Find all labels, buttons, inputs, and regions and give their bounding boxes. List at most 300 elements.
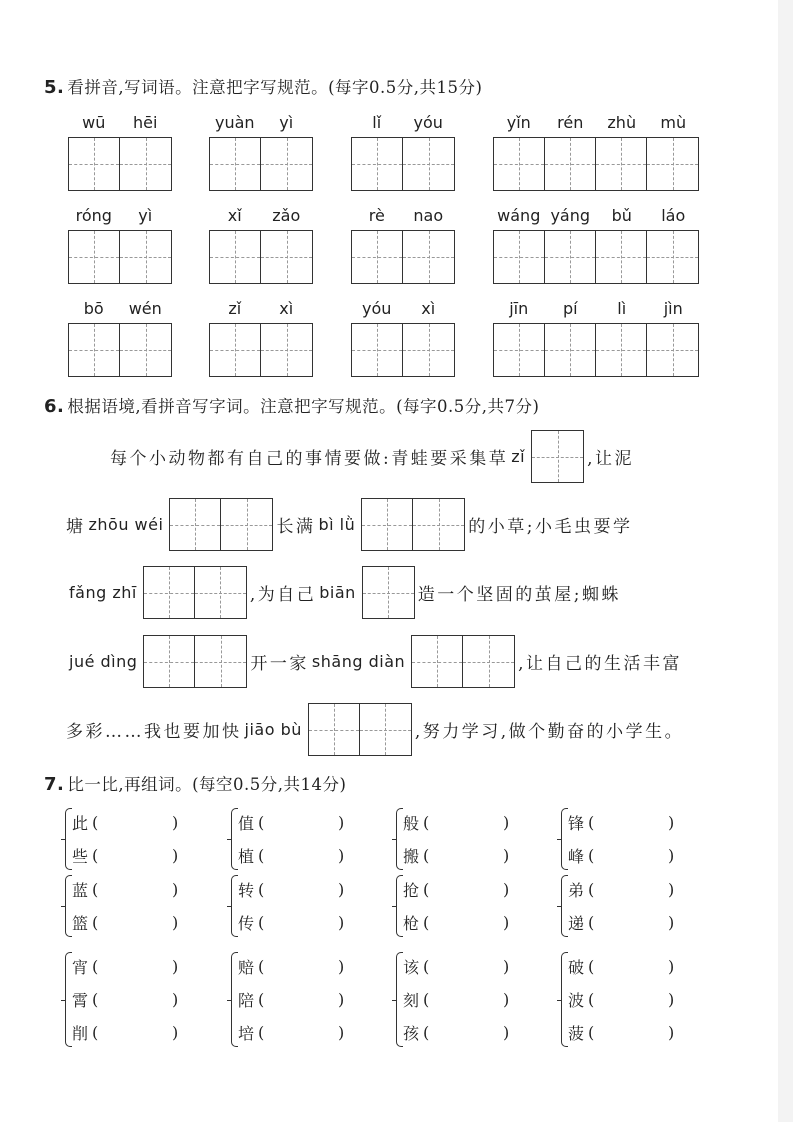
paren-close: ) — [668, 813, 675, 832]
compare-group — [568, 873, 674, 939]
compare-row — [238, 906, 344, 939]
compare-char: 削 — [72, 1024, 89, 1043]
passage-line — [66, 703, 684, 756]
pinyin-syllable: wū — [82, 113, 106, 132]
compare-group — [238, 950, 344, 1049]
brace — [65, 875, 72, 937]
writing-cell[interactable] — [413, 499, 464, 550]
brace — [396, 875, 403, 937]
pinyin-row — [493, 299, 699, 323]
writing-cell[interactable] — [403, 138, 454, 190]
pinyin-row — [68, 113, 172, 137]
pinyin-syllable: lǐ — [372, 113, 382, 132]
writing-cell[interactable] — [596, 138, 647, 190]
paren-close: ) — [503, 880, 510, 899]
answer-grid — [143, 566, 247, 619]
writing-cell[interactable] — [545, 231, 596, 283]
brace — [396, 952, 403, 1047]
pinyin-syllable: wén — [128, 299, 162, 318]
paren-close: ) — [172, 913, 179, 932]
writing-cell[interactable] — [120, 138, 171, 190]
writing-cell[interactable] — [596, 324, 647, 376]
brace-tip — [227, 839, 232, 840]
compare-row — [238, 983, 344, 1016]
compare-row — [72, 950, 178, 983]
compare-char: 陪 — [238, 991, 255, 1010]
passage-line — [110, 430, 634, 483]
paren-close: ) — [172, 813, 179, 832]
answer-grid — [493, 323, 699, 377]
brace — [561, 808, 568, 870]
answer-blank[interactable]: ( — [588, 846, 595, 865]
pinyin-syllable: zǐ — [228, 299, 242, 318]
passage-text: 的小草;小毛虫要学 — [468, 517, 633, 537]
answer-blank[interactable]: ( — [423, 880, 430, 899]
compare-char: 菠 — [568, 1024, 585, 1043]
compare-group — [403, 873, 509, 939]
answer-blank[interactable]: ( — [423, 990, 430, 1009]
pinyin-prompt: biān — [319, 583, 356, 602]
pinyin-row — [209, 113, 313, 137]
paren-close: ) — [503, 913, 510, 932]
brace — [561, 875, 568, 937]
compare-group — [72, 873, 178, 939]
answer-blank[interactable]: ( — [258, 913, 265, 932]
pinyin-syllable: yáng — [550, 206, 591, 225]
pinyin-prompt: zǐ — [511, 447, 526, 466]
pinyin-syllable: róng — [75, 206, 112, 225]
pinyin-syllable: xì — [279, 299, 294, 318]
pinyin-syllable: yóu — [362, 299, 392, 318]
pinyin-row — [351, 206, 455, 230]
word-group — [68, 206, 172, 284]
word-group — [68, 299, 172, 377]
paren-close: ) — [338, 1023, 345, 1042]
paren-close: ) — [668, 913, 675, 932]
writing-cell[interactable] — [647, 324, 698, 376]
compare-group — [72, 950, 178, 1049]
compare-char: 转 — [238, 881, 255, 900]
compare-char: 枪 — [403, 914, 420, 933]
answer-blank[interactable]: ( — [588, 957, 595, 976]
compare-group — [403, 950, 509, 1049]
answer-blank[interactable]: ( — [92, 846, 99, 865]
pinyin-row — [209, 299, 313, 323]
pinyin-prompt: jiāo bù — [244, 720, 302, 739]
pinyin-syllable: láo — [661, 206, 686, 225]
writing-cell[interactable] — [403, 231, 454, 283]
word-group — [493, 299, 699, 377]
answer-grid — [493, 137, 699, 191]
writing-cell[interactable] — [69, 138, 120, 190]
answer-grid — [361, 498, 465, 551]
writing-cell[interactable] — [412, 636, 463, 687]
word-group — [68, 113, 172, 191]
pinyin-syllable: jīn — [509, 299, 529, 318]
q5-title: 看拼音,写词语。注意把字写规范。(每字0.5分,共15分) — [67, 78, 483, 97]
passage-text: ,让泥 — [587, 449, 634, 469]
paren-close: ) — [172, 1023, 179, 1042]
answer-blank[interactable]: ( — [588, 813, 595, 832]
compare-row — [568, 950, 674, 983]
paren-close: ) — [503, 957, 510, 976]
pinyin-syllable: yì — [138, 206, 153, 225]
pinyin-row — [68, 299, 172, 323]
writing-cell[interactable] — [360, 704, 411, 755]
answer-blank[interactable]: ( — [588, 913, 595, 932]
writing-cell[interactable] — [261, 231, 312, 283]
q5-title-line — [44, 74, 482, 98]
answer-grid — [351, 323, 455, 377]
paren-close: ) — [172, 880, 179, 899]
compare-row — [568, 1016, 674, 1049]
pinyin-syllable: yóu — [413, 113, 443, 132]
answer-blank[interactable]: ( — [92, 913, 99, 932]
word-group — [351, 113, 455, 191]
word-group — [351, 299, 455, 377]
pinyin-prompt: bì lǜ — [318, 515, 356, 534]
q7-title: 比一比,再组词。(每空0.5分,共14分) — [67, 775, 347, 794]
answer-blank[interactable]: ( — [92, 957, 99, 976]
answer-blank[interactable]: ( — [423, 846, 430, 865]
writing-cell[interactable] — [69, 324, 120, 376]
compare-char: 刻 — [403, 991, 420, 1010]
writing-cell[interactable] — [210, 138, 261, 190]
compare-group — [568, 806, 674, 872]
passage-text: 多彩……我也要加快 — [66, 722, 242, 742]
brace — [231, 952, 238, 1047]
writing-cell[interactable] — [363, 567, 414, 618]
writing-cell[interactable] — [647, 138, 698, 190]
brace — [65, 952, 72, 1047]
answer-grid — [209, 230, 313, 284]
pinyin-row — [68, 206, 172, 230]
writing-cell[interactable] — [352, 138, 403, 190]
pinyin-syllable: yì — [279, 113, 294, 132]
passage-text: ,努力学习,做个勤奋的小学生。 — [414, 722, 685, 742]
pinyin-row — [493, 206, 699, 230]
compare-row — [238, 806, 344, 839]
compare-char: 此 — [72, 814, 89, 833]
answer-grid — [209, 323, 313, 377]
paren-close: ) — [503, 813, 510, 832]
compare-row — [72, 983, 178, 1016]
compare-row — [72, 906, 178, 939]
pinyin-syllable: nao — [413, 206, 444, 225]
compare-row — [72, 806, 178, 839]
q6-title: 根据语境,看拼音写字词。注意把字写规范。(每字0.5分,共7分) — [67, 397, 540, 416]
compare-char: 破 — [568, 958, 585, 977]
brace — [231, 808, 238, 870]
brace — [65, 808, 72, 870]
pinyin-syllable: xì — [421, 299, 436, 318]
answer-grid — [493, 230, 699, 284]
compare-row — [403, 950, 509, 983]
compare-row — [403, 983, 509, 1016]
brace-tip — [227, 906, 232, 907]
q6-number: 6. — [44, 396, 65, 417]
answer-grid — [308, 703, 412, 756]
answer-blank[interactable]: ( — [92, 1023, 99, 1042]
word-group — [209, 299, 313, 377]
compare-group — [238, 873, 344, 939]
answer-grid — [362, 566, 415, 619]
compare-char: 般 — [403, 814, 420, 833]
paren-close: ) — [338, 846, 345, 865]
q5-number: 5. — [44, 77, 65, 98]
paren-close: ) — [668, 1023, 675, 1042]
pinyin-syllable: wáng — [497, 206, 541, 225]
answer-blank[interactable]: ( — [423, 813, 430, 832]
writing-cell[interactable] — [647, 231, 698, 283]
writing-cell[interactable] — [144, 636, 195, 687]
answer-blank[interactable]: ( — [423, 1023, 430, 1042]
compare-char: 霄 — [72, 991, 89, 1010]
writing-cell[interactable] — [170, 499, 221, 550]
writing-cell[interactable] — [144, 567, 195, 618]
compare-row — [72, 839, 178, 872]
writing-cell[interactable] — [210, 231, 261, 283]
compare-char: 赔 — [238, 958, 255, 977]
pinyin-row — [351, 299, 455, 323]
brace-tip — [61, 906, 66, 907]
paren-close: ) — [172, 990, 179, 1009]
writing-cell[interactable] — [352, 231, 403, 283]
q7-title-line — [44, 771, 346, 795]
pinyin-syllable: rén — [557, 113, 584, 132]
brace-tip — [61, 1000, 66, 1001]
writing-cell[interactable] — [195, 636, 246, 687]
passage-text: 开一家 — [250, 654, 309, 674]
brace-tip — [61, 839, 66, 840]
word-group — [209, 113, 313, 191]
compare-row — [238, 873, 344, 906]
writing-cell[interactable] — [352, 324, 403, 376]
compare-row — [238, 950, 344, 983]
q6-title-line — [44, 393, 539, 417]
brace-tip — [227, 1000, 232, 1001]
brace-tip — [392, 839, 397, 840]
passage-text: 长满 — [276, 517, 316, 537]
passage-text: 造一个坚固的茧屋;蜘蛛 — [417, 585, 621, 605]
paren-close: ) — [172, 957, 179, 976]
writing-cell[interactable] — [545, 138, 596, 190]
pinyin-syllable: zhù — [607, 113, 637, 132]
brace-tip — [557, 1000, 562, 1001]
answer-grid — [169, 498, 273, 551]
writing-cell[interactable] — [309, 704, 360, 755]
writing-cell[interactable] — [494, 324, 545, 376]
compare-char: 波 — [568, 991, 585, 1010]
paren-close: ) — [503, 846, 510, 865]
answer-grid — [143, 635, 247, 688]
word-group — [209, 206, 313, 284]
answer-blank[interactable]: ( — [588, 1023, 595, 1042]
answer-grid — [351, 230, 455, 284]
pinyin-syllable: yǐn — [506, 113, 531, 132]
paren-close: ) — [338, 990, 345, 1009]
writing-cell[interactable] — [596, 231, 647, 283]
compare-char: 传 — [238, 914, 255, 933]
word-group — [493, 206, 699, 284]
paren-close: ) — [338, 880, 345, 899]
pinyin-syllable: mù — [660, 113, 687, 132]
writing-cell[interactable] — [261, 138, 312, 190]
answer-grid — [411, 635, 515, 688]
paren-close: ) — [668, 880, 675, 899]
paren-close: ) — [338, 813, 345, 832]
compare-row — [403, 906, 509, 939]
compare-char: 峰 — [568, 847, 585, 866]
compare-char: 锋 — [568, 814, 585, 833]
word-group — [351, 206, 455, 284]
answer-blank[interactable]: ( — [258, 990, 265, 1009]
passage-text: ,为自己 — [249, 585, 317, 605]
writing-cell[interactable] — [195, 567, 246, 618]
compare-row — [238, 839, 344, 872]
paren-close: ) — [668, 957, 675, 976]
compare-row — [403, 806, 509, 839]
pinyin-prompt: zhōu wéi — [88, 515, 164, 534]
answer-blank[interactable]: ( — [258, 1023, 265, 1042]
pinyin-row — [351, 113, 455, 137]
writing-cell[interactable] — [120, 324, 171, 376]
brace-tip — [392, 906, 397, 907]
paren-close: ) — [668, 846, 675, 865]
answer-grid — [209, 137, 313, 191]
compare-char: 蓝 — [72, 881, 89, 900]
paren-close: ) — [503, 1023, 510, 1042]
writing-cell[interactable] — [494, 138, 545, 190]
paren-close: ) — [172, 846, 179, 865]
brace — [561, 952, 568, 1047]
compare-row — [72, 873, 178, 906]
passage-text: 塘 — [66, 517, 86, 537]
compare-group — [238, 806, 344, 872]
answer-blank[interactable]: ( — [258, 846, 265, 865]
paren-close: ) — [338, 913, 345, 932]
answer-grid — [68, 323, 172, 377]
page-edge-shadow — [778, 0, 793, 1122]
pinyin-prompt: shāng diàn — [311, 652, 406, 671]
paren-close: ) — [338, 957, 345, 976]
writing-cell[interactable] — [463, 636, 514, 687]
compare-char: 值 — [238, 814, 255, 833]
passage-line — [66, 635, 682, 688]
compare-char: 弟 — [568, 881, 585, 900]
pinyin-syllable: xǐ — [227, 206, 242, 225]
compare-char: 植 — [238, 847, 255, 866]
compare-row — [568, 873, 674, 906]
pinyin-prompt: fǎng zhī — [69, 583, 137, 602]
paren-close: ) — [668, 990, 675, 1009]
pinyin-syllable: rè — [368, 206, 385, 225]
word-group — [493, 113, 699, 191]
pinyin-syllable: yuàn — [214, 113, 255, 132]
answer-blank[interactable]: ( — [588, 990, 595, 1009]
compare-row — [403, 1016, 509, 1049]
compare-row — [403, 839, 509, 872]
compare-char: 搬 — [403, 847, 420, 866]
writing-cell[interactable] — [545, 324, 596, 376]
brace-tip — [392, 1000, 397, 1001]
pinyin-prompt: jué dìng — [69, 652, 138, 671]
answer-grid — [68, 230, 172, 284]
writing-cell[interactable] — [69, 231, 120, 283]
writing-cell[interactable] — [403, 324, 454, 376]
compare-group — [568, 950, 674, 1049]
writing-cell[interactable] — [494, 231, 545, 283]
compare-char: 培 — [238, 1024, 255, 1043]
compare-group — [403, 806, 509, 872]
compare-row — [568, 839, 674, 872]
pinyin-syllable: zǎo — [272, 206, 301, 225]
pinyin-row — [209, 206, 313, 230]
passage-line — [66, 498, 632, 551]
compare-char: 宵 — [72, 958, 89, 977]
answer-blank[interactable]: ( — [258, 880, 265, 899]
writing-cell[interactable] — [210, 324, 261, 376]
answer-blank[interactable]: ( — [423, 913, 430, 932]
pinyin-row — [493, 113, 699, 137]
answer-blank[interactable]: ( — [588, 880, 595, 899]
paren-close: ) — [503, 990, 510, 1009]
compare-char: 抢 — [403, 881, 420, 900]
writing-cell[interactable] — [362, 499, 413, 550]
compare-row — [238, 1016, 344, 1049]
writing-cell[interactable] — [120, 231, 171, 283]
compare-row — [568, 806, 674, 839]
pinyin-syllable: hēi — [133, 113, 158, 132]
answer-blank[interactable]: ( — [92, 880, 99, 899]
compare-char: 些 — [72, 847, 89, 866]
brace — [231, 875, 238, 937]
passage-line — [66, 566, 621, 619]
answer-blank[interactable]: ( — [423, 957, 430, 976]
pinyin-syllable: lì — [617, 299, 627, 318]
q7-number: 7. — [44, 774, 65, 795]
compare-char: 递 — [568, 914, 585, 933]
pinyin-syllable: bō — [83, 299, 104, 318]
writing-cell[interactable] — [261, 324, 312, 376]
writing-cell[interactable] — [532, 431, 583, 482]
compare-char: 孩 — [403, 1024, 420, 1043]
passage-text: 每个小动物都有自己的事情要做:青蛙要采集草 — [110, 449, 509, 469]
compare-row — [568, 983, 674, 1016]
brace — [396, 808, 403, 870]
compare-row — [72, 1016, 178, 1049]
answer-blank[interactable]: ( — [92, 813, 99, 832]
answer-grid — [531, 430, 584, 483]
compare-group — [72, 806, 178, 872]
writing-cell[interactable] — [221, 499, 272, 550]
pinyin-syllable: pí — [562, 299, 578, 318]
brace-tip — [557, 839, 562, 840]
pinyin-syllable: jìn — [663, 299, 683, 318]
answer-grid — [68, 137, 172, 191]
compare-char: 该 — [403, 958, 420, 977]
answer-blank[interactable]: ( — [92, 990, 99, 1009]
compare-char: 篮 — [72, 914, 89, 933]
passage-text: ,让自己的生活丰富 — [518, 654, 683, 674]
pinyin-syllable: bǔ — [611, 206, 632, 225]
answer-blank[interactable]: ( — [258, 957, 265, 976]
compare-row — [403, 873, 509, 906]
answer-blank[interactable]: ( — [258, 813, 265, 832]
answer-grid — [351, 137, 455, 191]
brace-tip — [557, 906, 562, 907]
compare-row — [568, 906, 674, 939]
